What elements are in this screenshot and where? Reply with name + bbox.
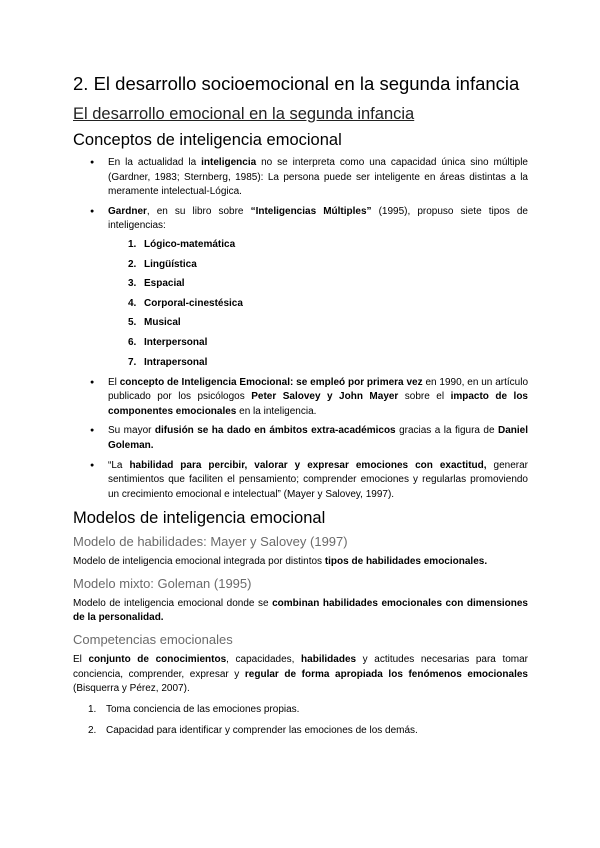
section-heading-modelos: Modelos de inteligencia emocional [73, 509, 326, 528]
document-subtitle: El desarrollo emocional en la segunda infancia [73, 105, 415, 123]
list-item: 2. Capacidad para identificar y comprender las emociones de los demás. [88, 725, 418, 737]
list-item: ● El concepto de Inteligencia Emocional: se empleó por primera vez en 1990, en un artículo publicado por los psicólogos Peter Salovey y John Mayer sobre el impacto de los componentes emocionales en la inteligencia. [108, 376, 528, 420]
list-item: 4. Corporal-cinestésica [128, 297, 243, 309]
conceptos-bullet-list [73, 156, 528, 502]
intelligence-types-list [108, 238, 528, 370]
list-item: 3. Espacial [128, 278, 185, 290]
list-item: 1. Lógico-matemática [128, 238, 236, 250]
paragraph-mixto: Modelo de inteligencia emocional donde se combinan habilidades emocionales con dimensiones de la personalidad. [73, 597, 528, 624]
subsection-heading-competencias: Competencias emocionales [73, 632, 233, 648]
list-item: ● “La habilidad para percibir, valorar y expresar emociones con exactitud, generar sentimientos que faciliten el pensamiento; comprender emociones y regularlas promoviendo un crecimiento emocional e intelectual” (Mayer y Salovey, 1997). [108, 459, 528, 503]
list-item: ● En la actualidad la inteligencia no se interpreta como una capacidad única sino múltiple (Gardner, 1983; Sternberg, 1985): La persona puede ser inteligente en áreas distintas a la meramente intelectual-Lógica. [108, 156, 528, 200]
list-item: 2. Lingüística [128, 258, 197, 270]
paragraph-competencias: El conjunto de conocimientos, capacidades, habilidades y actitudes necesarias para tomar conciencia, comprender, expresar y regular de forma apropiada los fenómenos emocionales (Bisquerra y Pérez, 2007). [73, 654, 529, 695]
list-item: 7. Intrapersonal [128, 356, 208, 368]
list-item: 1. Toma conciencia de las emociones propias. [88, 703, 300, 715]
competencias-list [73, 703, 528, 739]
paragraph-habilidades: Modelo de inteligencia emocional integrada por distintos tipos de habilidades emocionales. [73, 556, 488, 568]
section-heading-conceptos: Conceptos de inteligencia emocional [73, 131, 342, 149]
list-item: ● Su mayor difusión se ha dado en ámbitos extra-académicos gracias a la figura de Daniel Goleman. [108, 424, 528, 453]
subsection-heading-mixto: Modelo mixto: Goleman (1995) [73, 575, 252, 591]
list-item: 5. Musical [128, 317, 181, 329]
list-item: 6. Interpersonal [128, 336, 208, 348]
list-item: ● Gardner, en su libro sobre “Inteligencias Múltiples” (1995), propuso siete tipos de inteligencias: 1. Lógico-matemática 2. Lingüística 3. Espacial 4. Corporal-cinestésica 5. Musical 6. Interpersonal 7. Intrapersonal [108, 205, 528, 370]
subsection-heading-habilidades: Modelo de habilidades: Mayer y Salovey (1997) [73, 534, 348, 550]
document-title: 2. El desarrollo socioemocional en la segunda infancia [73, 73, 520, 94]
document-body [73, 72, 528, 746]
